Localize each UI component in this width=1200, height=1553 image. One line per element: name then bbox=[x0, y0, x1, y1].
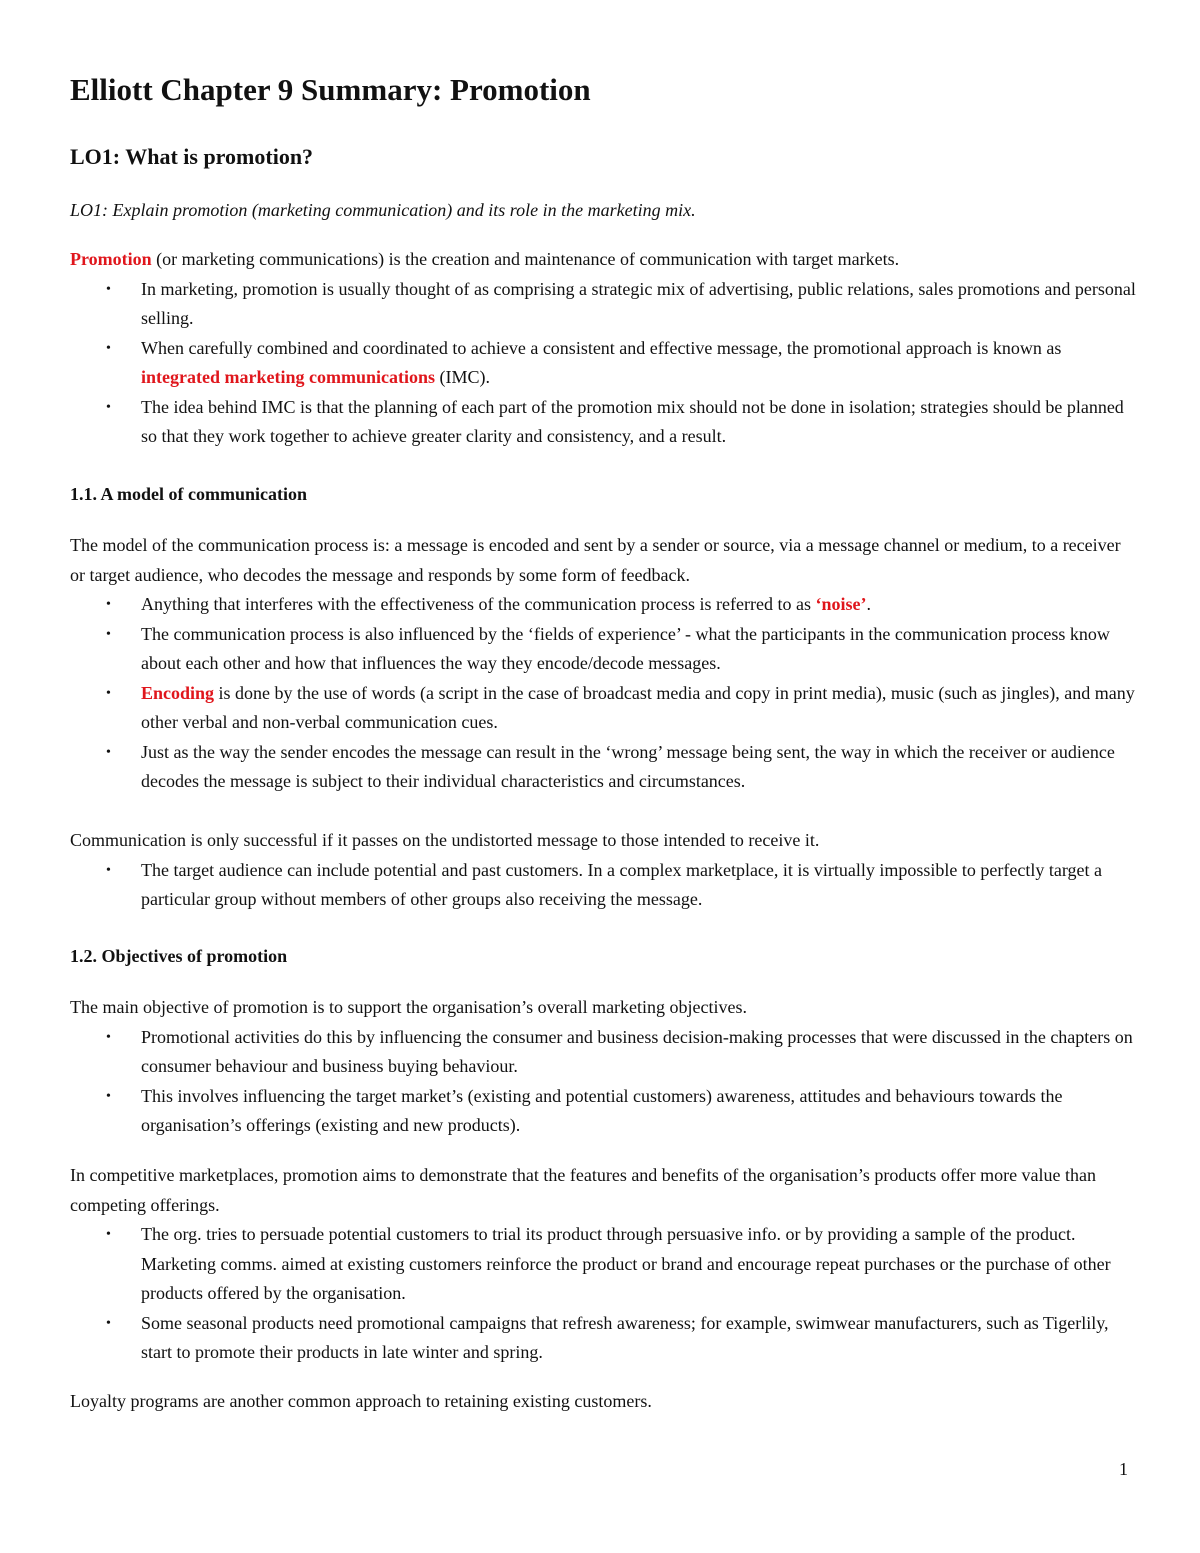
page-number: 1 bbox=[1119, 1459, 1128, 1479]
section-1-1 bbox=[70, 531, 1140, 797]
encoding-term: Encoding bbox=[141, 682, 215, 703]
section-paragraph: The model of the communication process is: a message is encoded and sent by a sender or source, via a message channel or medium, to a receiver or target audience, who decodes the message and responds by some form of feedback. bbox=[70, 535, 1121, 585]
bullet-icon: • bbox=[106, 1088, 111, 1104]
bullet-icon: • bbox=[106, 1227, 111, 1242]
list-item-text: When carefully combined and coordinated to achieve a consistent and effective message, the promotional approach is known as bbox=[141, 337, 1062, 358]
list-item bbox=[70, 738, 1140, 797]
noise-term: ‘noise’ bbox=[815, 594, 867, 614]
list-item bbox=[70, 1082, 1140, 1141]
list-item-text: is done by the use of words (a script in the case of broadcast media and copy in print media), music (such as jingles), and many other verbal and non-verbal communication cues. bbox=[141, 682, 1135, 732]
list-item-text: The org. tries to persuade potential customers to trial its product through persuasive info. or by providing a sample of the product. Marketing comms. aimed at existing customers reinforce the product or brand and encourage repeat purchases or the purchase of other products offered by the organisation. bbox=[141, 1224, 1111, 1303]
list-item bbox=[70, 1309, 1140, 1368]
section-heading-1-1: 1.1. A model of communication bbox=[70, 484, 307, 504]
bullet-icon: • bbox=[106, 399, 111, 415]
section-1-1-continued bbox=[70, 826, 1140, 915]
list-item-text: This involves influencing the target market’s (existing and potential customers) awareness, attitudes and behaviours towards the organisation’s offerings (existing and new products). bbox=[141, 1085, 1063, 1135]
bullet-icon: • bbox=[106, 281, 111, 297]
intro-paragraph bbox=[70, 245, 1140, 275]
section-1-2-closing bbox=[70, 1387, 1140, 1417]
list-item bbox=[70, 856, 1140, 915]
bullet-icon: • bbox=[106, 744, 111, 760]
list-item bbox=[70, 679, 1140, 738]
lo1-objective: LO1: Explain promotion (marketing communication) and its role in the marketing mix. bbox=[70, 200, 696, 220]
section-paragraph: Loyalty programs are another common approach to retaining existing customers. bbox=[70, 1391, 652, 1411]
list-item-text: The communication process is also influenced by the ‘fields of experience’ - what the participants in the communication process know about each other and how that influences the way they encode/decode messages. bbox=[141, 623, 1110, 673]
section-heading-1-2: 1.2. Objectives of promotion bbox=[70, 946, 288, 966]
list-item bbox=[70, 1220, 1140, 1309]
list-item bbox=[70, 620, 1140, 679]
bullet-icon: • bbox=[106, 862, 111, 878]
intro-text: (or marketing communications) is the creation and maintenance of communication with target markets. bbox=[151, 249, 900, 269]
bullet-icon: • bbox=[106, 1029, 111, 1045]
bullet-icon: • bbox=[106, 597, 111, 612]
section-bullet-list bbox=[70, 590, 1140, 797]
list-item-text: The idea behind IMC is that the planning of each part of the promotion mix should not be done in isolation; strategies should be planned so that they work together to achieve greater clarity and consistency, and a result. bbox=[141, 396, 1124, 446]
list-item bbox=[70, 1023, 1140, 1082]
section-bullet-list bbox=[70, 1220, 1140, 1368]
document-title: Elliott Chapter 9 Summary: Promotion bbox=[70, 72, 591, 107]
section-paragraph: In competitive marketplaces, promotion aims to demonstrate that the features and benefits of the organisation’s products offer more value than competing offerings. bbox=[70, 1165, 1097, 1215]
list-item-text: Just as the way the sender encodes the message can result in the ‘wrong’ message being sent, the way in which the receiver or audience decodes the message is subject to their individual characteristics and circumstances. bbox=[141, 741, 1115, 791]
list-item-text: Promotional activities do this by influencing the consumer and business decision-making processes that were discussed in the chapters on consumer behaviour and business buying behaviour. bbox=[141, 1026, 1133, 1076]
bullet-icon: • bbox=[106, 626, 111, 642]
list-item-text: Some seasonal products need promotional campaigns that refresh awareness; for example, swimwear manufacturers, such as Tigerlily, start to promote their products in late winter and spring. bbox=[141, 1312, 1109, 1362]
section-bullet-list bbox=[70, 856, 1140, 915]
promotion-term: Promotion bbox=[70, 249, 152, 269]
list-item-text: . bbox=[866, 594, 871, 614]
list-item bbox=[70, 275, 1140, 334]
section-paragraph: The main objective of promotion is to support the organisation’s overall marketing objectives. bbox=[70, 997, 748, 1017]
list-item-text: Anything that interferes with the effectiveness of the communication process is referred to as bbox=[141, 594, 816, 614]
bullet-icon: • bbox=[106, 685, 111, 701]
section-bullet-list bbox=[70, 1023, 1140, 1141]
section-1-2-continued bbox=[70, 1161, 1140, 1368]
section-paragraph: Communication is only successful if it passes on the undistorted message to those intended to receive it. bbox=[70, 830, 820, 850]
list-item-text: In marketing, promotion is usually thought of as comprising a strategic mix of advertising, public relations, sales promotions and personal selling. bbox=[141, 278, 1136, 328]
list-item bbox=[70, 590, 1140, 620]
imc-term: integrated marketing communications bbox=[141, 367, 435, 387]
bullet-icon: • bbox=[106, 1315, 111, 1331]
list-item-text: (IMC). bbox=[434, 367, 490, 387]
list-item bbox=[70, 393, 1140, 452]
list-item-text: The target audience can include potential and past customers. In a complex marketplace, it is virtually impossible to perfectly target a particular group without members of other groups also receiving the message. bbox=[141, 859, 1103, 909]
list-item bbox=[70, 334, 1140, 393]
intro-section bbox=[70, 245, 1140, 452]
bullet-icon: • bbox=[106, 340, 111, 356]
lo1-heading: LO1: What is promotion? bbox=[70, 144, 314, 169]
section-1-2 bbox=[70, 993, 1140, 1141]
intro-bullet-list bbox=[70, 275, 1140, 452]
